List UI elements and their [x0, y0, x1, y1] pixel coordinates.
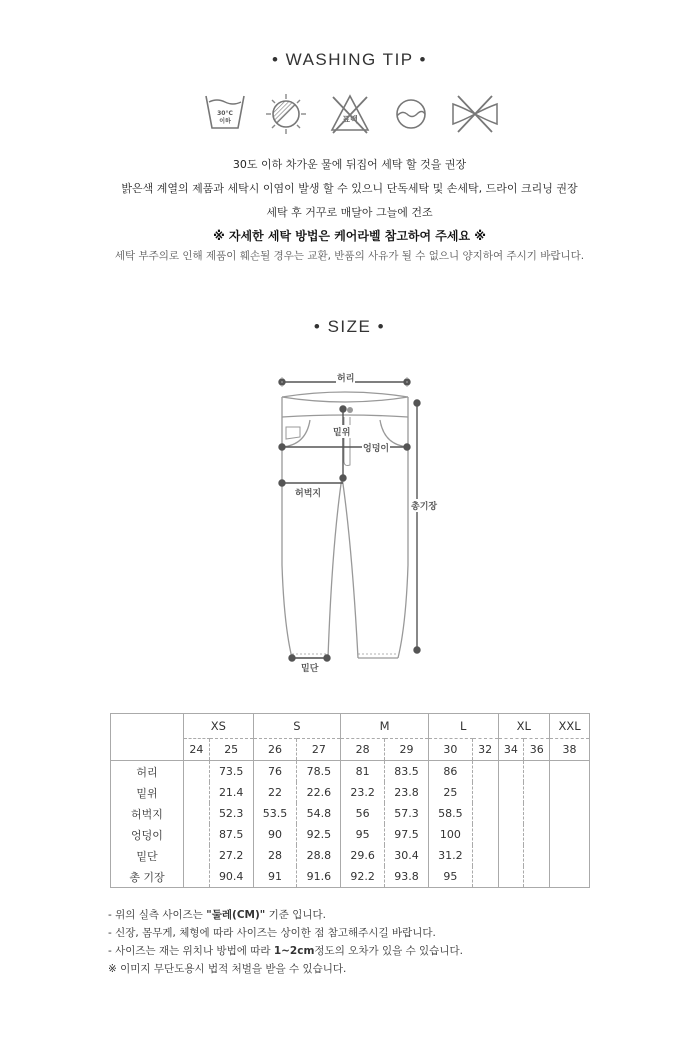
cell: 23.2: [341, 782, 385, 803]
svg-text:표백: 표백: [342, 115, 358, 124]
row-label: 엉덩이: [111, 824, 184, 845]
note-text: 정도의 오차가 있을 수 있습니다.: [314, 945, 463, 957]
cell: [524, 803, 550, 824]
table-row-thigh: [111, 803, 590, 824]
size-notes: [108, 906, 463, 978]
size-36: 36: [524, 739, 550, 761]
cell: [472, 824, 498, 845]
size-28: 28: [341, 739, 385, 761]
note-body-type: - 신장, 몸무게, 체형에 따라 사이즈는 상이한 점 참고해주시길 바랍니다.: [108, 927, 436, 939]
cell: 57.3: [385, 803, 429, 824]
gentle-wash-icon: [393, 92, 429, 136]
note-text: 기준 입니다.: [265, 909, 327, 921]
label-total-length: 총기장: [410, 499, 438, 512]
label-hem: 밑단: [300, 661, 319, 674]
cell: [524, 866, 550, 888]
note-text: - 사이즈는 재는 위치나 방법에 따라: [108, 945, 274, 957]
no-bleach-icon: [328, 92, 372, 136]
wash-instruction-3: 세탁 후 거꾸로 매달아 그늘에 건조: [266, 206, 433, 219]
table-row-rise: [111, 782, 590, 803]
svg-text:이하: 이하: [219, 118, 231, 125]
pants-diagram: [270, 365, 450, 685]
cell: 58.5: [428, 803, 472, 824]
svg-text:30°C: 30°C: [217, 110, 233, 117]
row-label: 총 기장: [111, 866, 184, 888]
no-tumble-dry-sun-icon: [264, 92, 308, 136]
note-measurement-basis: [108, 906, 463, 924]
cell: [550, 782, 590, 803]
cell: 29.6: [341, 845, 385, 866]
cell: 86: [428, 761, 472, 783]
cell: 91.6: [297, 866, 341, 888]
cell: 95: [341, 824, 385, 845]
table-row-hem: [111, 845, 590, 866]
cell: [498, 803, 524, 824]
label-rise: 밑위: [332, 425, 351, 438]
cell: 22.6: [297, 782, 341, 803]
cell: 28.8: [297, 845, 341, 866]
cell: 81: [341, 761, 385, 783]
cell: 83.5: [385, 761, 429, 783]
note-copyright: ※ 이미지 무단도용시 법적 처벌을 받을 수 있습니다.: [108, 963, 347, 975]
cell: 73.5: [209, 761, 253, 783]
cell: 90: [253, 824, 297, 845]
cell: 25: [428, 782, 472, 803]
size-29: 29: [385, 739, 429, 761]
size-group-m: M: [341, 714, 429, 739]
size-34: 34: [498, 739, 524, 761]
cell: 100: [428, 824, 472, 845]
cell: [498, 761, 524, 783]
row-label: 허벅지: [111, 803, 184, 824]
cell: [498, 782, 524, 803]
table-row-hip: [111, 824, 590, 845]
cell: [524, 761, 550, 783]
corner-cell: [111, 714, 184, 761]
label-hip: 엉덩이: [362, 441, 390, 454]
cell: 21.4: [209, 782, 253, 803]
cell: 93.8: [385, 866, 429, 888]
cell: [184, 803, 210, 824]
cell: 56: [341, 803, 385, 824]
row-label: 허리: [111, 761, 184, 783]
size-group-s: S: [253, 714, 341, 739]
size-table: [110, 713, 590, 888]
cell: 76: [253, 761, 297, 783]
cell: [498, 845, 524, 866]
cell: 95: [428, 866, 472, 888]
washing-tip-title: • WASHING TIP •: [272, 50, 427, 69]
cell: [472, 803, 498, 824]
cell: [472, 866, 498, 888]
cell: [550, 803, 590, 824]
cell: 31.2: [428, 845, 472, 866]
cell: [184, 866, 210, 888]
no-wring-icon: [450, 92, 500, 136]
cell: [550, 824, 590, 845]
cell: 78.5: [297, 761, 341, 783]
cell: [524, 782, 550, 803]
cell: 30.4: [385, 845, 429, 866]
size-30: 30: [428, 739, 472, 761]
cell: 92.2: [341, 866, 385, 888]
note-emphasis: 1~2cm: [273, 945, 315, 957]
note-text: - 위의 실측 사이즈는: [108, 909, 207, 921]
cell: [472, 782, 498, 803]
cell: 52.3: [209, 803, 253, 824]
cell: 87.5: [209, 824, 253, 845]
care-icons: [200, 92, 500, 140]
size-group-xl: XL: [498, 714, 550, 739]
cell: 97.5: [385, 824, 429, 845]
size-26: 26: [253, 739, 297, 761]
cell: 54.8: [297, 803, 341, 824]
size-group-row: [111, 714, 590, 739]
row-label: 밑위: [111, 782, 184, 803]
cell: 91: [253, 866, 297, 888]
size-group-xs: XS: [210, 719, 226, 733]
wash-instruction-1: 30도 이하 차가운 물에 뒤집어 세탁 할 것을 권장: [232, 158, 467, 171]
cell: 90.4: [209, 866, 253, 888]
size-25: 25: [209, 739, 253, 761]
size-title: • SIZE •: [313, 317, 386, 336]
size-group-xxl: XXL: [550, 714, 590, 739]
size-32: 32: [472, 739, 498, 761]
cell: [498, 866, 524, 888]
label-waist: 허리: [336, 371, 355, 384]
wash-30c-icon: [203, 92, 247, 132]
table-row-waist: [111, 761, 590, 783]
cell: [184, 824, 210, 845]
cell: [184, 845, 210, 866]
cell: [550, 761, 590, 783]
cell: 92.5: [297, 824, 341, 845]
size-group-l: L: [428, 714, 498, 739]
care-label-notice: ※ 자세한 세탁 방법은 케어라벨 참고하여 주세요 ※: [213, 229, 486, 243]
cell: [524, 845, 550, 866]
cell: [184, 782, 210, 803]
cell: [498, 824, 524, 845]
wash-disclaimer: 세탁 부주의로 인해 제품이 훼손될 경우는 교환, 반품의 사유가 될 수 없으니 양지하여 주시기 바랍니다.: [114, 250, 585, 262]
note-tolerance: [108, 942, 463, 960]
label-thigh: 허벅지: [294, 486, 322, 499]
note-emphasis: "둘레(CM)": [206, 909, 266, 921]
cell: [550, 845, 590, 866]
size-27: 27: [297, 739, 341, 761]
cell: [472, 845, 498, 866]
cell: [472, 761, 498, 783]
wash-instruction-2: 밝은색 계열의 제품과 세탁시 이염이 발생 할 수 있으니 단독세탁 및 손세탁, 드라이 크리닝 권장: [121, 182, 578, 195]
cell: [524, 824, 550, 845]
cell: 22: [253, 782, 297, 803]
cell: [184, 761, 210, 783]
cell: 53.5: [253, 803, 297, 824]
table-row-total-length: [111, 866, 590, 888]
cell: 28: [253, 845, 297, 866]
row-label: 밑단: [111, 845, 184, 866]
cell: 27.2: [209, 845, 253, 866]
cell: 23.8: [385, 782, 429, 803]
cell: [550, 866, 590, 888]
pants-outline-icon: [270, 365, 450, 685]
size-38: 38: [550, 739, 590, 761]
size-24: 24: [184, 739, 210, 761]
